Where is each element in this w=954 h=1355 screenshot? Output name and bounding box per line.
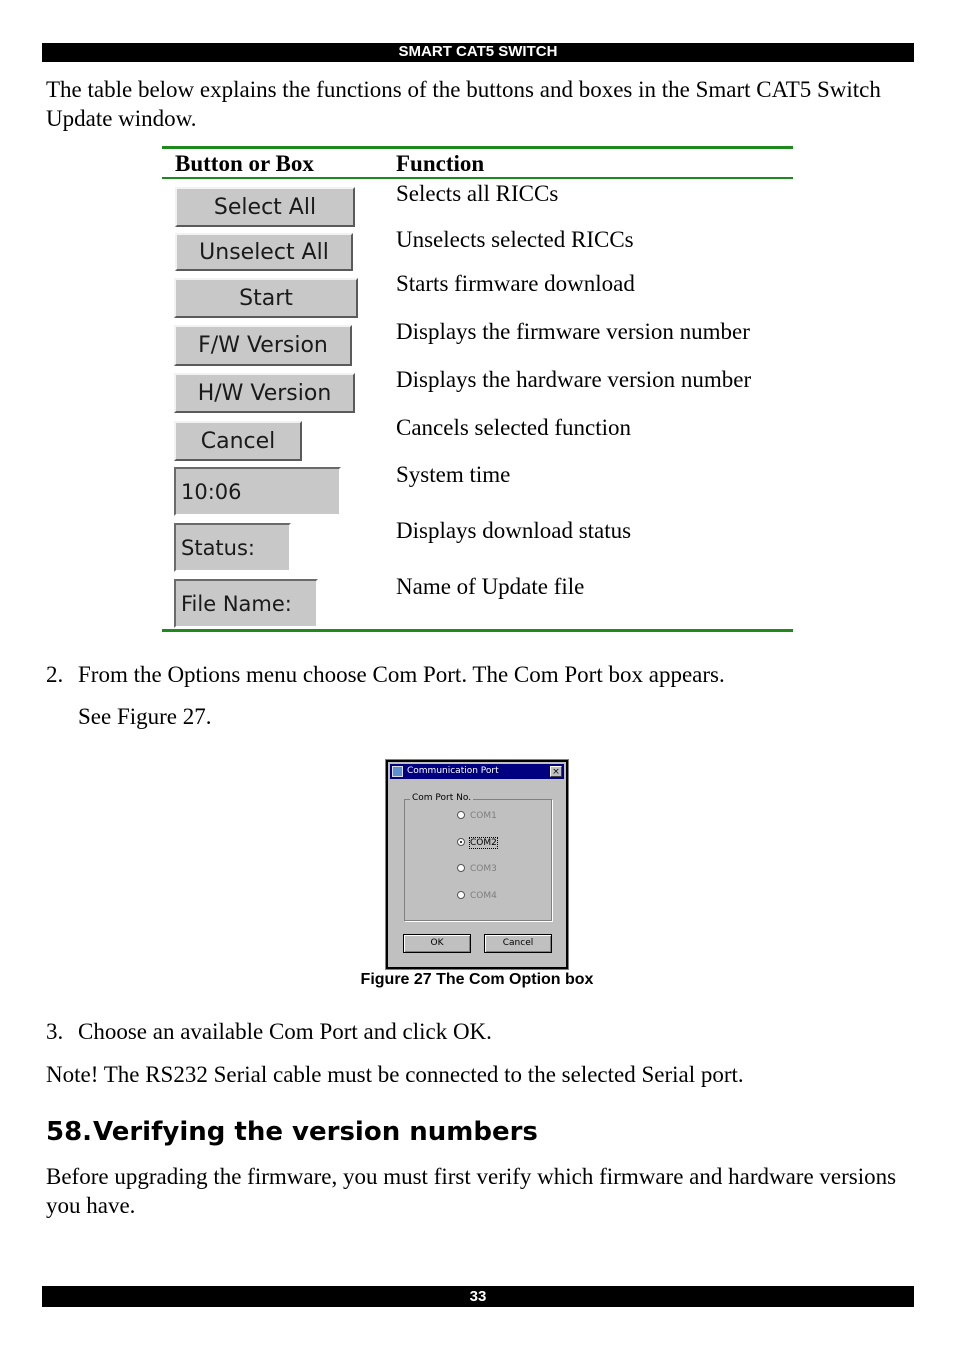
hw-version-button[interactable]: H/W Version [174,373,355,413]
step-2-see: See Figure 27. [78,704,212,729]
step-2-number: 2. [46,662,64,687]
step-2-text: From the Options menu choose Com Port. The Com Port box appears. [78,662,725,687]
start-button[interactable]: Start [174,278,358,318]
function-hw-version: Displays the hardware version number [396,367,752,392]
radio-com4[interactable]: COM4 [457,891,497,902]
radio-com3[interactable]: COM3 [457,864,497,875]
dialog-title: Communication Port [407,766,499,776]
footer-divider [472,1284,914,1286]
section-title: Verifying the version numbers [93,1117,538,1147]
intro-paragraph: The table below explains the functions of the buttons and boxes in the Smart CAT5 Switch Update window. [46,77,881,131]
step-3-number: 3. [46,1019,64,1044]
dialog-cancel-button[interactable]: Cancel [484,934,552,953]
unselect-all-button[interactable]: Unselect All [175,233,353,271]
file-name-box: File Name: [174,579,318,628]
system-time-box: 10:06 [174,467,341,516]
section-paragraph: Before upgrading the firmware, you must first verify which firmware and hardware versions you have. [46,1164,897,1218]
function-file-name: Name of Update file [396,574,585,599]
radio-com1[interactable]: COM1 [457,811,497,822]
select-all-button[interactable]: Select All [175,187,355,227]
close-icon[interactable]: × [550,766,562,777]
function-select-all: Selects all RICCs [396,181,559,206]
app-icon [392,766,403,777]
radio-icon [457,811,465,819]
function-unselect-all: Unselects selected RICCs [396,227,634,252]
radio-com2[interactable]: COM2 [457,838,497,849]
cancel-button[interactable]: Cancel [174,421,302,461]
function-fw-version: Displays the firmware version number [396,319,750,344]
step-3-text: Choose an available Com Port and click OK. [78,1019,492,1044]
section-heading [46,1114,538,1150]
ok-button[interactable]: OK [403,934,471,953]
status-box: Status: [174,523,291,572]
page-number: 33 [469,1288,487,1305]
function-cancel: Cancels selected function [396,415,632,440]
radio-icon [457,891,465,899]
group-label: Com Port No. [412,793,472,803]
figure-caption: Figure 27 The Com Option box [360,971,594,988]
col-header-function: Function [396,151,485,176]
com-port-dialog [386,760,568,969]
radio-selected-icon [457,838,465,846]
page-header [42,43,914,62]
dialog-title-bar [390,764,564,779]
fw-version-button[interactable]: F/W Version [174,325,352,366]
step-2 [46,660,906,689]
function-status: Displays download status [396,518,632,543]
radio-icon [457,864,465,872]
note: Note! The RS232 Serial cable must be connected to the selected Serial port. [46,1062,744,1087]
step-3 [46,1017,906,1046]
page-footer [42,1286,914,1307]
function-start: Starts firmware download [396,271,635,296]
col-header-button: Button or Box [175,151,314,176]
header-title: SMART CAT5 SWITCH [398,43,558,60]
section-number: 58. [46,1117,93,1147]
function-system-time: System time [396,462,511,487]
